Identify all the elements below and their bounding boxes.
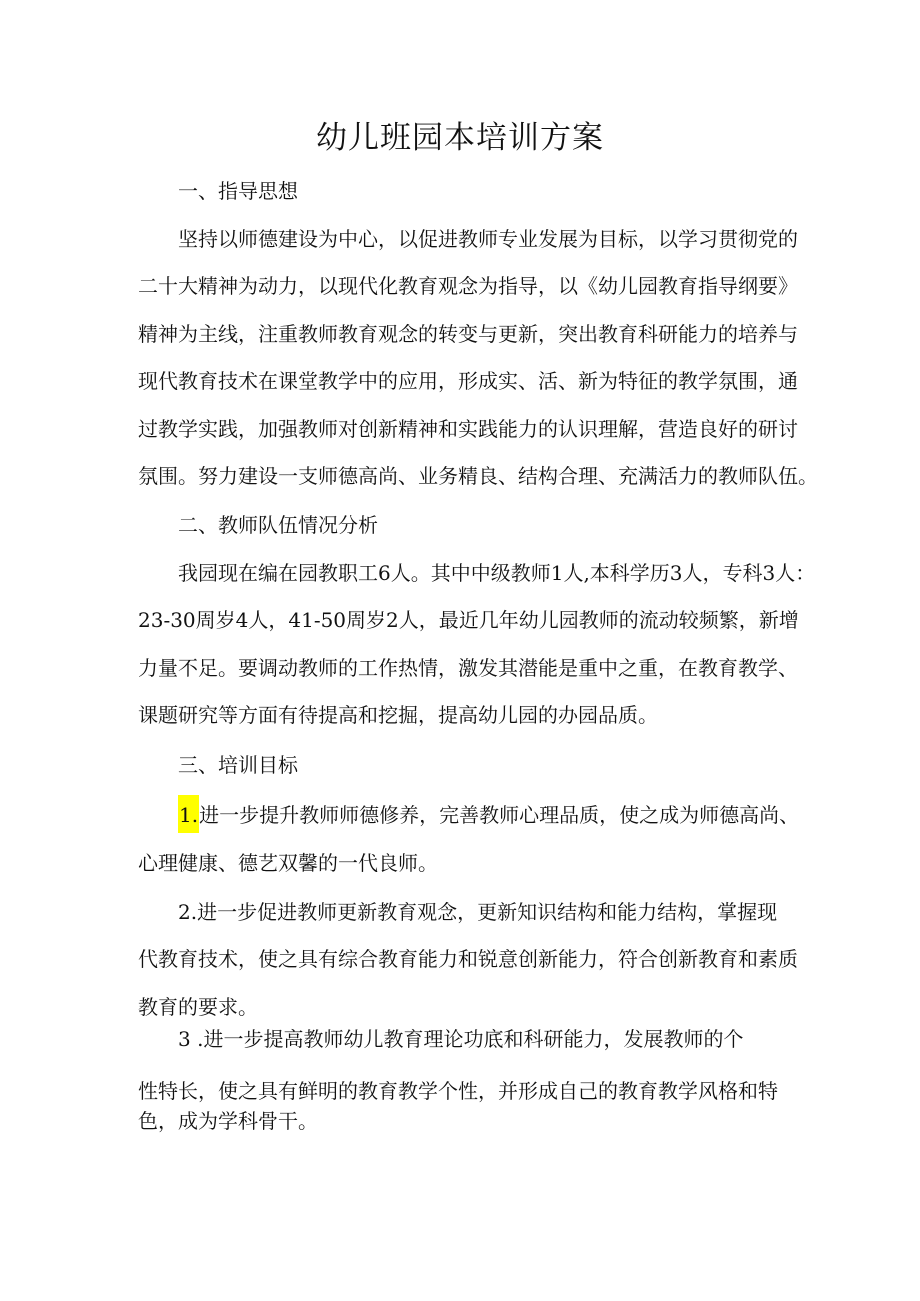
document-title: 幼儿班园本培训方案 [316,120,604,156]
paragraph-line: 过教学实践，加强教师对创新精神和实践能力的认识理解，营造良好的研讨 [138,417,798,441]
paragraph-line: 我园现在编在园教职工6人。其中中级教师1人,本科学历3人，专科3人： [178,561,816,585]
paragraph-line: 色，成为学科骨干。 [138,1109,318,1133]
paragraph-line: 教育的要求。 [138,995,258,1019]
highlighted-item-number: 1. [178,795,199,833]
paragraph-line: 精神为主线，注重教师教育观念的转变与更新，突出教育科研能力的培养与 [138,322,798,346]
list-item: 2.进一步促进教师更新教育观念，更新知识结构和能力结构，掌握现 [178,900,778,924]
list-item: 3 .进一步提高教师幼儿教育理论功底和科研能力，发展教师的个 [178,1027,744,1051]
list-item-text: 进一步提升教师师德修养，完善教师心理品质，使之成为师德高尚、 [199,803,800,827]
list-item [178,801,799,829]
paragraph-line: 23-30周岁4人，41-50周岁2人，最近几年幼儿园教师的流动较频繁，新增 [138,608,799,632]
section-heading: 一、指导思想 [178,179,298,203]
paragraph-line: 课题研究等方面有待提高和挖掘，提高幼儿园的办园品质。 [138,703,658,727]
section-heading: 二、教师队伍情况分析 [178,513,378,537]
paragraph-line: 坚持以师德建设为中心，以促进教师专业发展为目标，以学习贯彻党的 [178,227,798,251]
paragraph-line: 性特长，使之具有鲜明的教育教学个性，并形成自己的教育教学风格和特 [138,1079,778,1103]
section-heading: 三、培训目标 [178,753,298,777]
paragraph-line: 氛围。努力建设一支师德高尚、业务精良、结构合理、充满活力的教师队伍。 [138,464,818,488]
paragraph-line: 心理健康、德艺双馨的一代良师。 [138,851,438,875]
paragraph-line: 二十大精神为动力，以现代化教育观念为指导，以《幼儿园教育指导纲要》 [138,274,798,298]
paragraph-line: 现代教育技术在课堂教学中的应用，形成实、活、新为特征的教学氛围，通 [138,369,798,393]
paragraph-line: 代教育技术，使之具有综合教育能力和锐意创新能力，符合创新教育和素质 [138,947,798,971]
paragraph-line: 力量不足。要调动教师的工作热情，激发其潜能是重中之重，在教育教学、 [138,656,798,680]
